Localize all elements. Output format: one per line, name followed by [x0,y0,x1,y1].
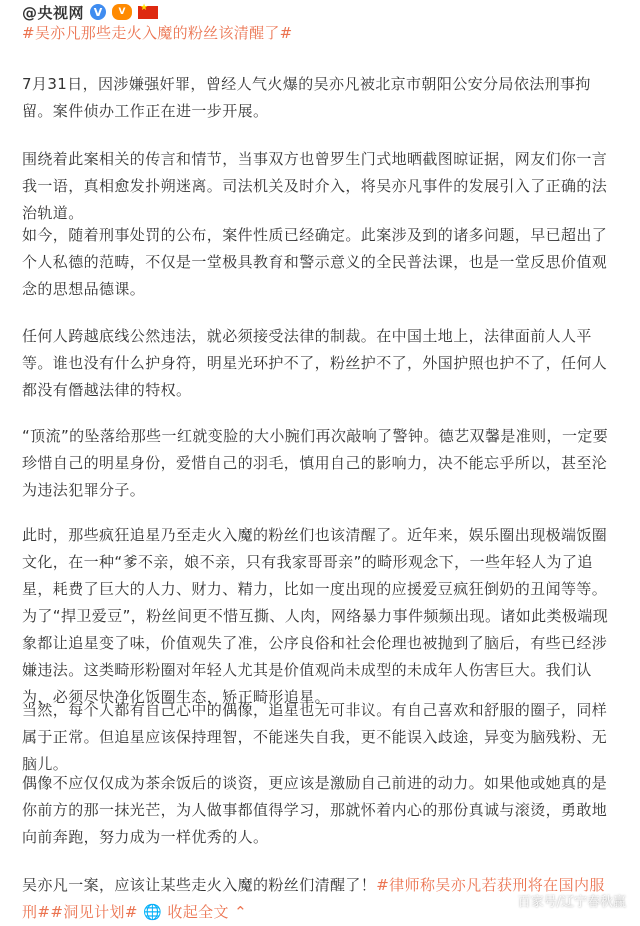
paragraph-1: 7月31日，因涉嫌强奸罪，曾经人气火爆的吴亦凡被北京市朝阳公安分局依法刑事拘留。案件侦办工作正在进一步开展。 [22,75,591,120]
watermark: 百家号/辽宁春秋赢 [517,895,626,910]
paragraph-8: 偶像不应仅仅成为茶余饭后的谈资，更应该是激励自己前进的动力。如果他或她真的是你前方的那一抹光芒，为人做事都值得学习，那就怀着内心的那份真诚与滚烫，勇敢地向前奔跑，努力成为一样优秀的人。 [22,774,608,846]
collapse-label: 收起全文 [167,903,229,921]
vip-badge-icon: V [112,4,132,20]
topic-hashtag-title[interactable]: #吴亦凡那些走火入魔的粉丝该清醒了# [22,24,293,42]
hashtag-links[interactable]: #律师称吴亦凡若获刑将在国内服刑##洞见计划# [22,876,605,921]
paragraph-2: 围绕着此案相关的传言和情节，当事双方也曾罗生门式地晒截图晾证据，网友们你一言我一语，真相愈发扑朔迷离。司法机关及时介入，将吴亦凡事件的发展引入了正确的法治轨道。 [22,150,608,222]
paragraph-6: 此时，那些疯狂追星乃至走火入魔的粉丝们也该清醒了。近年来，娱乐圈出现极端饭圈文化，在一种“爹不亲，娘不亲，只有我家哥哥亲”的畸形观念下，一些年轻人为了追星，耗费了巨大的人力、财力、精力，比如一度出现的应援爱豆疯狂倒奶的丑闻等等。为了“捍卫爱豆”，粉丝间更不惜互撕、人肉，网络暴力事件频频出现。诸如此类极端现象都让追星变了味，价值观失了准，公序良俗和社会伦理也被抛到了脑后，有些已经涉嫌违法。这类畸形粉圈对年轻人尤其是价值观尚未成型的未成年人伤害巨大。我们认为，必须尽快净化饭圈生态，矫正畸形追星。 [22,526,609,706]
closing-text: 吴亦凡一案，应该让某些走火入魔的粉丝们清醒了！ [22,876,377,894]
china-flag-icon [138,6,158,19]
paragraph-4: 任何人跨越底线公然违法，就必须接受法律的制裁。在中国土地上，法律面前人人平等。谁也没有什么护身符，明星光环护不了，粉丝护不了，外国护照也护不了，任何人都没有僭越法律的特权。 [22,327,608,399]
paragraph-7: 当然，每个人都有自己心中的偶像，追星也无可非议。有自己喜欢和舒服的圈子，同样属于正常。但追星应该保持理智，不能迷失自我，更不能误入歧途，异变为脑残粉、无脑儿。 [22,701,608,773]
globe-icon: 🌐 [143,903,163,921]
chevron-up-icon: ⌃ [234,903,248,921]
author-line [22,2,158,22]
paragraph-5: “顶流”的坠落给那些一红就变脸的大小腕们再次敲响了警钟。德艺双馨是准则，一定要珍惜自己的明星身份，爱惜自己的羽毛，慎用自己的影响力，决不能忘乎所以，甚至沦为违法犯罪分子。 [22,427,609,499]
collapse-full-text-link[interactable] [167,903,247,921]
verified-icon: V [90,4,106,20]
paragraph-3: 如今，随着刑事处罚的公布，案件性质已经确定。此案涉及到的诸多问题，早已超出了个人私德的范畴，不仅是一堂极具教育和警示意义的全民普法课，也是一堂反思价值观念的思想品德课。 [22,226,608,298]
author-name[interactable]: @央视网 [22,3,85,22]
